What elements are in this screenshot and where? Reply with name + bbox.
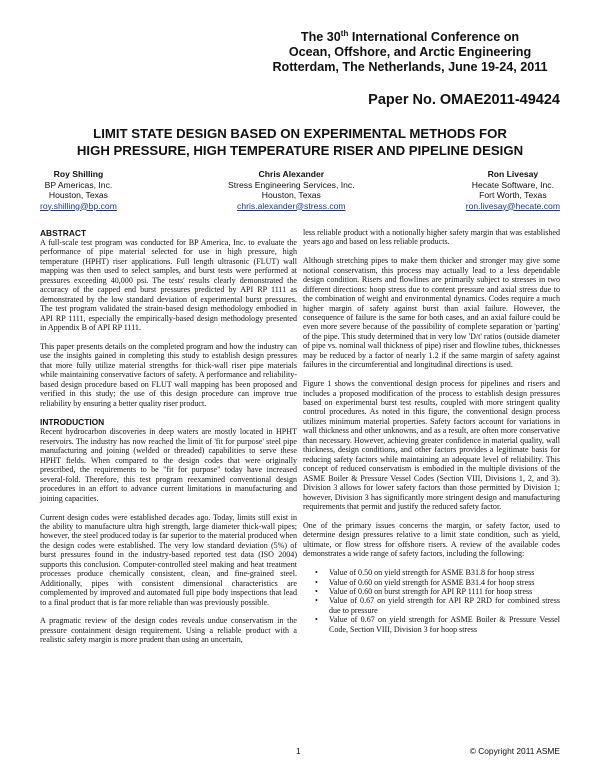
- author-email-link[interactable]: chris.alexander@stress.com: [237, 200, 346, 211]
- list-item: • Value of 0.67 on yield strength for ASME Boiler & Pressure Vessel Code, Section VIII, Division 3 for hoop stress: [303, 615, 560, 634]
- body-paragraph-3: Figure 1 shows the conventional design process for pipelines and risers and includes a proposed modification of the process to establish design pressures based on experimental burst test results, coupled with more stringent quality control procedures. As noted in this figure, the conventional design process utilizes minimum material properties. Safety factors account for variations in wall thickness and other unknowns, and as a result, are often more conservative than necessary. However, achieving greater confidence in material quality, wall thickness, design conditions, and other factors provides a legitimate basis for reducing safety factors while maintaining an adequate level of reliability. This concept of reduced conservatism is embodied in the multiple divisions of the ASME Boiler & Pressure Vessel Codes (Section VIII, Divisions 1, 2, and 3). Division 3 allows for lower safety factors than those permitted by Division 1; however, Division 3 has significantly more stringent design and manufacturing requirements that permit and justify the reduced safety factor.: [303, 379, 560, 512]
- author-list: [40, 169, 560, 211]
- author-name: Ron Livesay: [487, 169, 539, 179]
- conference-header: [240, 26, 580, 75]
- paper-title: [40, 125, 560, 159]
- author-email-link[interactable]: ron.livesay@hecate.com: [465, 200, 560, 211]
- page-number: 1: [296, 746, 301, 756]
- introduction-heading: INTRODUCTION: [40, 417, 105, 428]
- author-name: Roy Shilling: [53, 169, 104, 179]
- author-1: [40, 169, 117, 211]
- right-column: [303, 228, 560, 634]
- introduction-paragraph-3: A pragmatic review of the design codes reveals undue conservatism in the pressure containment design requirement. Using a reliable product with a realistic safety margin is more prudent than using an uncertain,: [40, 616, 297, 645]
- conference-line-3: Rotterdam, The Netherlands, June 19-24, 2011: [272, 60, 548, 75]
- author-2: [228, 169, 355, 211]
- abstract-heading: ABSTRACT: [40, 228, 87, 238]
- list-item: • Value of 0.60 on yield strength for ASME B31.4 for hoop stress: [303, 578, 560, 587]
- author-city: Houston, Texas: [261, 190, 321, 200]
- author-org: Hecate Software, Inc.: [471, 179, 554, 190]
- author-email-link[interactable]: roy.shilling@bp.com: [40, 200, 117, 211]
- conference-line-1: The 30th International Conference on: [300, 29, 520, 45]
- copyright-notice: © Copyright 2011 ASME: [469, 746, 560, 756]
- title-line-1: LIMIT STATE DESIGN BASED ON EXPERIMENTAL METHODS FOR: [93, 126, 507, 141]
- introduction-paragraph-1: Recent hydrocarbon discoveries in deep waters are mostly located in HPHT reservoirs. The industry has now reached the limit of 'fit for purpose' steel pipe manufacturing and joining (welded or threaded) capabilities to serve these HPHT fields. When compared to the design codes that were originally prescribed, the requirements to be "fit for purpose" today have increased several-fold. Therefore, this test program reexamined conventional design procedures in an effort to advance current limitations in manufacturing and joining capacities.: [40, 427, 297, 503]
- paper-number: Paper No. OMAE2011-49424: [368, 92, 560, 108]
- author-name: Chris Alexander: [258, 169, 325, 179]
- author-city: Houston, Texas: [48, 190, 108, 200]
- title-line-2: HIGH PRESSURE, HIGH TEMPERATURE RISER AND PIPELINE DESIGN: [76, 143, 524, 158]
- list-item: • Value of 0.50 on yield strength for ASME B31.8 for hoop stress: [303, 568, 560, 577]
- conference-line-2: Ocean, Offshore, and Arctic Engineering: [288, 45, 532, 60]
- left-column: [40, 228, 297, 654]
- body-paragraph-1: less reliable product with a notionally higher safety margin that was established years ago and based on less reliable products.: [303, 228, 560, 247]
- author-city: Fort Worth, Texas: [479, 190, 547, 200]
- safety-factor-list: [303, 568, 560, 634]
- abstract-paragraph-1: A full-scale test program was conducted for BP America, Inc. to evaluate the performance of pipe material selected for use in high pressure, high temperature (HPHT) riser applications. Full length ultrasonic (FLUT) wall mapping was then used to select samples, and burst tests were performed at pressures exceeding 40,000 psi. The tests' results clearly demonstrated the accuracy of the capped end burst pressures predicted by API RP 1111 as demonstrated by the low standard deviation of experimental burst pressures. The test program validated the strain-based design methodology embodied in API RP 1111, especially the empirically-based design methodology presented in Appendix B of API RP 1111.: [40, 238, 297, 333]
- author-org: Stress Engineering Services, Inc.: [228, 179, 355, 190]
- author-org: BP Americas, Inc.: [44, 179, 113, 190]
- list-item: • Value of 0.67 on yield strength for API RP 2RD for combined stress due to pressure: [303, 596, 560, 615]
- author-3: [466, 169, 560, 211]
- abstract-paragraph-2: This paper presents details on the completed program and how the industry can use the insights gained in completing this study to establish design pressures that more fully utilize material strengths for thick-wall riser pipe materials while maintaining conservative factors of safety. A performance and reliability-based design procedure based on FLUT wall mapping has been proposed and verified in this study; the use of this design procedure can improve true reliability by ensuring a better quality riser product.: [40, 341, 297, 408]
- introduction-paragraph-2: Current design codes were established decades ago. Today, limits still exist in the ability to manufacture ultra high strength, large diameter thick-wall pipes; however, the steel produced today is far superior to the material produced when the design codes were established. The very low standard deviation (5%) of burst pressures found in the industry-based reported test data (ISO 2004) supports this conclusion. Computer-controlled steel making and heat treatment processes produce chemically consistent, clean, and fine-grained steel. Additionally, pipes with consistent dimensional characteristics are complemented by improved and automated full pipe body inspections that lead to a final product that is far more reliable than was previously possible.: [40, 512, 297, 607]
- body-paragraph-2: Although stretching pipes to make them thicker and stronger may give some notional conservatism, this process may actually lead to a less dependable design condition. Risers and flowlines are primarily subject to stresses in two different directions: hoop stress due to content pressure and axial stress due to the combination of weight and environmental dynamics. Codes require a much higher margin of safety against burst than axial failure. However, the consequence of failure is the same for both cases, and an axial failure could be even more severe because of the possibility of complete separation or 'parting' of the pipe. This study determined that in very low 'D/t' ratios (outside diameter of pipe vs. nominal wall thickness of pipe) riser and flowline tubes, thicknesses may be reduced by a factor of nearly 1.2 if the same margin of safety against failures in the circumferential and longitudinal directions is used.: [303, 256, 560, 370]
- list-item: • Value of 0.60 on burst strength for API RP 1111 for hoop stress: [303, 587, 560, 596]
- body-paragraph-4: One of the primary issues concerns the margin, or safety factor, used to determine design pressures relative to a limit state condition, such as yield, ultimate, or flow stress for offshore risers. A review of the available codes demonstrates a wide range of safety factors, including the following:: [303, 520, 560, 559]
